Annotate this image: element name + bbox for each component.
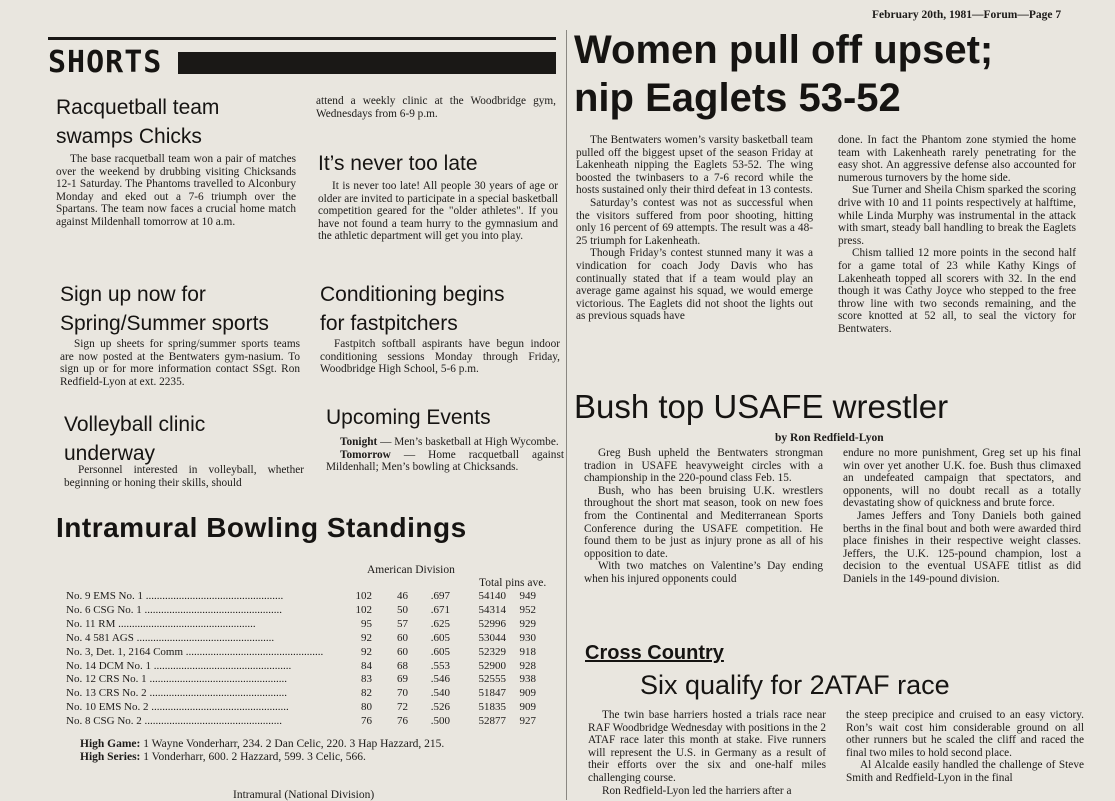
bowling-cell-team-name	[66, 590, 334, 604]
bush-headline: Bush top USAFE wrestler	[574, 388, 949, 425]
team-name-text: No. 4 581 AGS	[66, 631, 134, 644]
racquetball-headline-line: swamps Chicks	[56, 125, 202, 148]
bowling-cell-average: 909	[519, 687, 536, 700]
bowling-cell-wins: 76	[361, 715, 372, 728]
racquetball-paragraph: The base racquetball team won a pair of matches over the weekend by drubbing visiting Chicksands 12-1 Saturday. The Phantoms travelled to Alconbury Monday and eked out a 7-6 triumph over the Spartans. The team now faces a crucial home match against Mildenhall tomorrow at 10 a.m.	[56, 153, 296, 228]
upcoming-body	[326, 436, 564, 474]
shorts-banner-bar	[178, 52, 556, 74]
bowling-cell-average: 949	[519, 590, 536, 602]
signup-body	[60, 338, 300, 388]
dot-leader: ..................................................	[143, 590, 284, 602]
bowling-row	[66, 646, 536, 660]
bush-paragraph: Bush, who has been bruising U.K. wrestlers throughout the short mat season, took on new foes from the Continental and Mediterranean Sports Conference during the USAFE competition. He found them to be just as injury prone as all of his opposition to date.	[584, 484, 823, 560]
bowling-cell-wins: 82	[361, 687, 372, 700]
signup-headline-line: Spring/Summer sports	[60, 312, 269, 335]
high-series-text: 1 Vonderharr, 600. 2 Hazzard, 599. 3 Celic, 566.	[140, 751, 366, 763]
bowling-row	[66, 618, 536, 632]
bowling-high-game	[80, 738, 444, 750]
signup-paragraph: Sign up sheets for spring/summer sports teams are now posted at the Bentwaters gym-nasium. To sign up or for more information contact SSgt. Ron Redfield-Lyon at ext. 2235.	[60, 338, 300, 388]
high-series-label: High Series:	[80, 751, 141, 763]
bowling-cell-losses: 60	[397, 645, 408, 658]
bowling-cell-losses: 76	[397, 715, 408, 728]
bowling-cell-average: 918	[519, 645, 536, 658]
column-divider	[566, 30, 567, 800]
bowling-cell-win-pct: .553	[430, 659, 450, 672]
women-paragraph: Chism tallied 12 more points in the second half for a game total of 23 while Kathy Kings of Lakenheath topped all scorers with 32. In the end though it was Cathy Joyce who stepped to the free throw line with two seconds remaining, and the score knotted at 52 all, to seal the victory for Bentwaters.	[838, 247, 1076, 335]
bowling-cell-average: 909	[519, 701, 536, 714]
never-late-headline: It’s never too late	[318, 152, 478, 175]
bowling-cell-average: 930	[519, 631, 536, 644]
women-col-1	[576, 134, 813, 323]
team-name-text: No. 11 RM	[66, 617, 116, 630]
bowling-cell-win-pct: .671	[430, 603, 450, 616]
tomorrow-label: Tomorrow	[340, 448, 391, 461]
page-header: February 20th, 1981—Forum—Page 7	[872, 9, 1062, 21]
bush-byline: by Ron Redfield-Lyon	[775, 432, 884, 444]
volleyball-body	[64, 464, 304, 489]
cross-country-headline: Six qualify for 2ATAF race	[640, 670, 950, 700]
bowling-cell-wins: 80	[361, 701, 372, 714]
women-headline-line: Women pull off upset;	[574, 28, 994, 72]
bowling-cell-team-name	[66, 687, 334, 701]
bush-col-1	[584, 447, 823, 586]
dot-leader: ..................................................	[150, 659, 292, 672]
bowling-high-series	[80, 751, 366, 763]
cross-country-paragraph: The twin base harriers hosted a trials race near RAF Woodbridge Wednesday with positions in the 2 ATAF race later this month at stake. Five runners will represent the U.S. in Germany as a result of their efforts over the six and one-half miles challenging course.	[588, 709, 826, 784]
conditioning-headline-line: Conditioning begins	[320, 283, 505, 306]
tomorrow-text: — Home racquetball against Mildenhall; Men’s bowling at Chicksands.	[326, 448, 564, 474]
signup-headline	[60, 280, 269, 338]
bowling-cell-total-pins: 52877	[478, 715, 506, 728]
shorts-top-rule	[48, 37, 556, 40]
team-name-text: No. 14 DCM No. 1	[66, 659, 151, 672]
bowling-row	[66, 687, 536, 701]
upcoming-headline: Upcoming Events	[326, 406, 491, 429]
volleyball-continued-paragraph: attend a weekly clinic at the Woodbridge gym, Wednesdays from 6-9 p.m.	[316, 95, 556, 120]
bowling-table-wrap	[66, 590, 536, 729]
bowling-cell-team-name	[66, 660, 334, 674]
upcoming-tomorrow	[326, 449, 564, 474]
bowling-cell-losses: 60	[397, 631, 408, 644]
bowling-cell-average: 927	[519, 715, 536, 728]
bowling-cell-wins: 102	[355, 603, 372, 616]
volleyball-paragraph: Personnel interested in volleyball, whether beginning or honing their skills, should	[64, 464, 304, 489]
conditioning-paragraph: Fastpitch softball aspirants have begun indoor conditioning sessions Monday through Friday, Woodbridge High School, 5-6 p.m.	[320, 338, 560, 376]
bowling-cell-total-pins: 51835	[478, 701, 506, 714]
women-paragraph: Though Friday’s contest stunned many it was a vindication for coach Jody Davis who has continually stated that if a team would play an average game against his squad, we would emerge victorious. The Eaglets did not shoot the lights out as previous squads have	[576, 247, 813, 323]
bowling-cell-losses: 72	[397, 701, 408, 714]
cross-country-col-1	[588, 709, 826, 797]
bowling-cell-wins: 83	[361, 673, 372, 686]
bowling-cell-total-pins: 54314	[478, 603, 506, 616]
bowling-cell-total-pins: 51847	[478, 687, 506, 700]
bowling-cell-team-name	[66, 632, 334, 646]
dot-leader: ..................................................	[141, 603, 283, 616]
bowling-cell-total-pins: 52900	[478, 659, 506, 672]
bowling-row	[66, 660, 536, 674]
cross-country-paragraph: the steep precipice and cruised to an easy victory. Ron’s wait cost him considerable ground on all other runners but he scaled the cliff and raced the final two miles to hold second place.	[846, 709, 1084, 759]
bowling-table	[66, 590, 536, 729]
bowling-cell-losses: 46	[397, 590, 408, 602]
bowling-row	[66, 673, 536, 687]
bowling-row	[66, 715, 536, 729]
bowling-cell-wins: 92	[361, 631, 372, 644]
shorts-banner	[48, 46, 556, 80]
bush-paragraph: Greg Bush upheld the Bentwaters strongman tradion in USAFE heavyweight circles with a championship in the 220-pound class Feb. 15.	[584, 447, 823, 485]
dot-leader: ..................................................	[141, 715, 283, 728]
bowling-cell-wins: 95	[361, 617, 372, 630]
bowling-cell-win-pct: .500	[430, 715, 450, 728]
bowling-cell-team-name	[66, 604, 334, 618]
dot-leader: ..................................................	[146, 687, 287, 700]
bowling-cell-wins: 84	[361, 659, 372, 672]
bowling-col-header: Total pins ave.	[479, 577, 547, 589]
bowling-cell-win-pct: .546	[430, 673, 450, 686]
bowling-cell-total-pins: 52329	[478, 645, 506, 658]
cross-country-paragraph: Ron Redfield-Lyon led the harriers after a	[602, 784, 792, 797]
bowling-cell-losses: 69	[397, 673, 408, 686]
bowling-cell-losses: 57	[397, 617, 408, 630]
bowling-cell-average: 952	[519, 603, 536, 616]
high-game-label: High Game:	[80, 738, 141, 750]
racquetball-headline	[56, 93, 219, 151]
bowling-cell-total-pins: 52555	[478, 673, 506, 686]
bowling-cell-team-name	[66, 715, 334, 729]
bush-paragraph: With two matches on Valentine’s Day ending when his injured opponents could	[584, 560, 823, 585]
volleyball-headline-line: underway	[64, 442, 156, 465]
dot-leader: ..................................................	[115, 617, 256, 630]
bowling-cell-losses: 70	[397, 687, 408, 700]
bowling-cell-total-pins: 53044	[478, 631, 506, 644]
women-headline	[574, 26, 993, 122]
volleyball-headline	[64, 410, 205, 468]
dot-leader: ..................................................	[148, 701, 289, 714]
team-name-text: No. 6 CSG No. 1	[66, 603, 142, 616]
signup-headline-line: Sign up now for	[60, 283, 206, 306]
bowling-cell-average: 928	[519, 659, 536, 672]
bowling-cell-win-pct: .605	[430, 631, 450, 644]
tonight-label: Tonight	[340, 436, 378, 448]
dot-leader: ..................................................	[183, 645, 324, 658]
bowling-cell-win-pct: .526	[430, 701, 450, 714]
bowling-cell-team-name	[66, 646, 334, 660]
cross-country-col-2	[846, 709, 1084, 785]
racquetball-body	[56, 153, 296, 229]
bowling-cell-win-pct: .697	[430, 590, 450, 602]
volleyball-continued	[316, 95, 556, 120]
bowling-cell-win-pct: .540	[430, 687, 450, 700]
bowling-cell-win-pct: .625	[430, 617, 450, 630]
team-name-text: No. 13 CRS No. 2	[66, 687, 147, 700]
bowling-cell-team-name	[66, 673, 334, 687]
bowling-cell-losses: 50	[397, 603, 408, 616]
bowling-headline: Intramural Bowling Standings	[56, 512, 467, 543]
shorts-banner-title: SHORTS	[48, 45, 163, 80]
cross-country-section: Cross Country	[585, 642, 724, 664]
cross-country-paragraph: Al Alcalde easily handled the challenge of Steve Smith and Redfield-Lyon in the final	[846, 759, 1084, 784]
conditioning-headline	[320, 280, 504, 338]
racquetball-headline-line: Racquetball team	[56, 96, 220, 119]
high-game-text: 1 Wayne Vonderharr, 234. 2 Dan Celic, 220. 3 Hap Hazzard, 215.	[140, 738, 445, 750]
team-name-text: No. 12 CRS No. 1	[66, 673, 147, 686]
bowling-row	[66, 590, 536, 604]
women-paragraph: done. In fact the Phantom zone stymied the home team with Lakenheath rarely penetrating for the easy shot. An aggressive defense also accounted for numerous turnovers by the home side.	[838, 134, 1076, 184]
bowling-cell-wins: 102	[355, 590, 372, 602]
dot-leader: ..................................................	[146, 673, 287, 686]
bowling-cell-losses: 68	[397, 659, 408, 672]
women-paragraph: Saturday’s contest was not as successful when the visitors suffered from poor shooting, hitting only 16 percent of 69 attempts. The result was a 48-25 triumph for Lakenheath.	[576, 196, 813, 247]
bowling-row	[66, 701, 536, 715]
bowling-cell-total-pins: 54140	[478, 590, 506, 602]
bush-col-2	[843, 447, 1081, 586]
upcoming-tonight	[326, 436, 564, 449]
bowling-cell-average: 938	[519, 673, 536, 686]
women-paragraph: Sue Turner and Sheila Chism sparked the scoring drive with 10 and 11 points respectively at halftime, while Linda Murphy was instrumental in the attack with smart, steady ball handling to break the Eaglets press.	[838, 184, 1076, 247]
bowling-cell-total-pins: 52996	[478, 617, 506, 630]
bowling-next-division: Intramural (National Division)	[233, 789, 375, 801]
never-late-paragraph: It is never too late! All people 30 years of age or older are invited to participate in a special basketball competition geared for the "older athletes". If you have not found a team hurry to the gymnasium and the athletic department will get you into play.	[318, 180, 558, 243]
women-headline-line: nip Eaglets 53-52	[574, 76, 901, 120]
team-name-text: No. 10 EMS No. 2	[66, 701, 149, 714]
bush-paragraph: James Jeffers and Tony Daniels both gained berths in the final bout and both were awarded third place finishes in their respective weight classes. Jeffers, the U.K. 125-pound champion, lost a decision to the eventual USAFE titlist as did Daniels in the 149-pound division.	[843, 509, 1081, 585]
bowling-row	[66, 632, 536, 646]
bowling-cell-win-pct: .605	[430, 645, 450, 658]
women-col-2	[838, 134, 1076, 336]
bowling-row	[66, 604, 536, 618]
bowling-cell-team-name	[66, 701, 334, 715]
dot-leader: ..................................................	[133, 631, 275, 644]
women-paragraph: The Bentwaters women’s varsity basketball team pulled off the biggest upset of the season Friday at Lakenheath nipping the Eaglets 53-52. The wing boosted the twinbasers to a 7-6 record while the hosts sustained only their third defeat in 13 contests.	[576, 134, 813, 197]
tonight-text: — Men’s basketball at High Wycombe.	[377, 436, 559, 448]
volleyball-headline-line: Volleyball clinic	[64, 413, 206, 436]
bowling-cell-wins: 92	[361, 645, 372, 658]
conditioning-headline-line: for fastpitchers	[320, 312, 458, 335]
team-name-text: No. 9 EMS No. 1	[66, 590, 144, 602]
bowling-cell-average: 929	[519, 617, 536, 630]
conditioning-body	[320, 338, 560, 376]
team-name-text: No. 8 CSG No. 2	[66, 715, 142, 728]
bush-paragraph: endure no more punishment, Greg set up his final win over yet another U.K. foe. Bush thus climaxed an undefeated campaign that spectators, and opponents, will no doubt recall as a totally devastating show of quickness and brute force.	[843, 447, 1081, 510]
bowling-cell-team-name	[66, 618, 334, 632]
never-late-body	[318, 180, 558, 243]
team-name-text: No. 3, Det. 1, 2164 Comm	[66, 645, 184, 658]
bowling-division: American Division	[367, 564, 455, 576]
